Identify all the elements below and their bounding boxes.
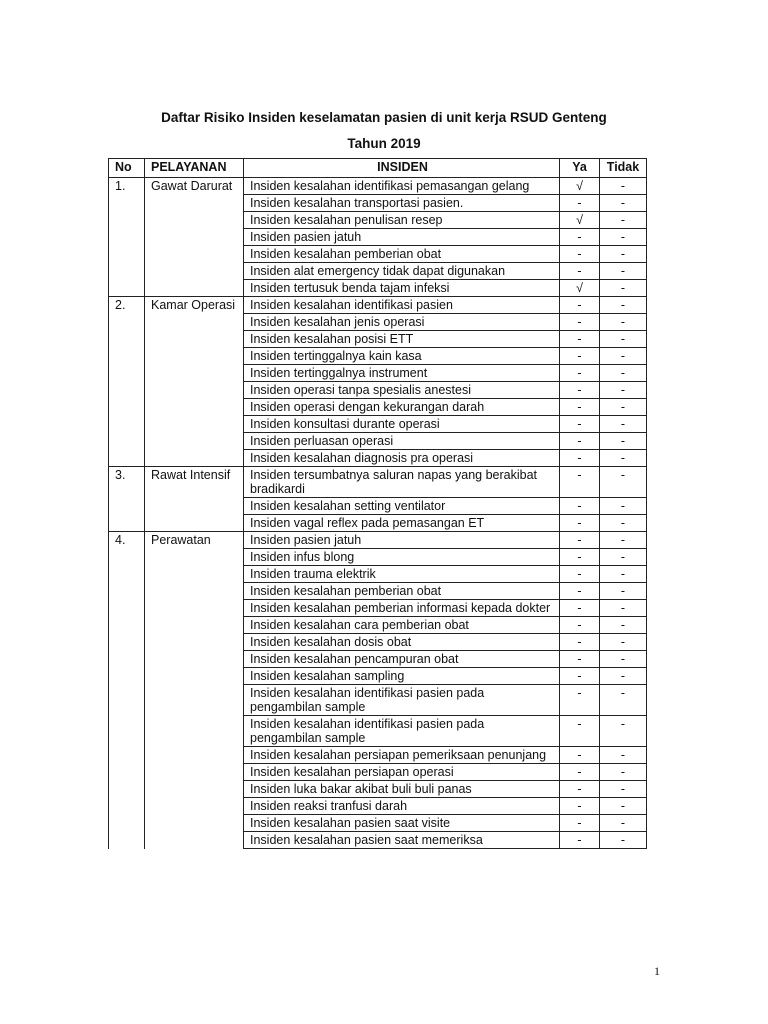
- cell-no: 4.: [109, 532, 145, 549]
- table-header-row: [109, 159, 647, 178]
- cell-pelayanan-empty: [145, 314, 244, 331]
- table-row: [109, 566, 647, 583]
- cell-pelayanan: Rawat Intensif: [145, 467, 244, 498]
- cell-ya: -: [560, 583, 600, 600]
- cell-ya: √: [560, 178, 600, 195]
- header-insiden: INSIDEN: [244, 159, 560, 178]
- cell-ya: -: [560, 314, 600, 331]
- cell-insiden: Insiden konsultasi durante operasi: [244, 416, 560, 433]
- table-row: [109, 668, 647, 685]
- cell-pelayanan-empty: [145, 246, 244, 263]
- cell-ya: -: [560, 433, 600, 450]
- table-body: [109, 178, 647, 849]
- cell-insiden: Insiden tertinggalnya instrument: [244, 365, 560, 382]
- table-row: [109, 212, 647, 229]
- cell-ya: -: [560, 515, 600, 532]
- cell-no-empty: [109, 263, 145, 280]
- cell-no-empty: [109, 764, 145, 781]
- cell-insiden: Insiden vagal reflex pada pemasangan ET: [244, 515, 560, 532]
- cell-ya: -: [560, 348, 600, 365]
- cell-no-empty: [109, 549, 145, 566]
- cell-insiden: Insiden kesalahan persiapan pemeriksaan penunjang: [244, 747, 560, 764]
- cell-no-empty: [109, 668, 145, 685]
- cell-tidak: -: [600, 651, 647, 668]
- cell-ya: -: [560, 331, 600, 348]
- cell-no-empty: [109, 651, 145, 668]
- table-row: [109, 600, 647, 617]
- cell-pelayanan-empty: [145, 331, 244, 348]
- table-row: [109, 498, 647, 515]
- cell-insiden: Insiden kesalahan posisi ETT: [244, 331, 560, 348]
- cell-ya: -: [560, 229, 600, 246]
- cell-tidak: -: [600, 399, 647, 416]
- cell-ya: -: [560, 685, 600, 716]
- table-row: [109, 297, 647, 314]
- table-row: [109, 195, 647, 212]
- cell-no-empty: [109, 617, 145, 634]
- cell-pelayanan-empty: [145, 832, 244, 849]
- cell-ya: -: [560, 195, 600, 212]
- document-title: Daftar Risiko Insiden keselamatan pasien di unit kerja RSUD Genteng: [161, 110, 607, 125]
- cell-tidak: -: [600, 798, 647, 815]
- cell-insiden: Insiden kesalahan pemberian obat: [244, 246, 560, 263]
- cell-insiden: Insiden kesalahan pemberian informasi kepada dokter: [244, 600, 560, 617]
- cell-no: 1.: [109, 178, 145, 195]
- cell-insiden: Insiden pasien jatuh: [244, 532, 560, 549]
- cell-insiden: Insiden kesalahan cara pemberian obat: [244, 617, 560, 634]
- cell-tidak: -: [600, 617, 647, 634]
- cell-insiden: Insiden kesalahan pasien saat visite: [244, 815, 560, 832]
- table-row: [109, 229, 647, 246]
- table-row: [109, 178, 647, 195]
- cell-tidak: -: [600, 348, 647, 365]
- cell-insiden: Insiden kesalahan identifikasi pasien pada pengambilan sample: [244, 716, 560, 747]
- cell-insiden: Insiden infus blong: [244, 549, 560, 566]
- cell-insiden: Insiden operasi dengan kekurangan darah: [244, 399, 560, 416]
- cell-no-empty: [109, 365, 145, 382]
- cell-tidak: -: [600, 416, 647, 433]
- cell-insiden: Insiden kesalahan identifikasi pemasangan gelang: [244, 178, 560, 195]
- cell-tidak: -: [600, 212, 647, 229]
- table-row: [109, 634, 647, 651]
- cell-ya: √: [560, 212, 600, 229]
- cell-no-empty: [109, 583, 145, 600]
- cell-pelayanan-empty: [145, 600, 244, 617]
- cell-pelayanan-empty: [145, 433, 244, 450]
- cell-pelayanan-empty: [145, 781, 244, 798]
- cell-insiden: Insiden tertinggalnya kain kasa: [244, 348, 560, 365]
- table-row: [109, 399, 647, 416]
- cell-no-empty: [109, 212, 145, 229]
- cell-insiden: Insiden tersumbatnya saluran napas yang berakibat bradikardi: [244, 467, 560, 498]
- table-row: [109, 832, 647, 849]
- cell-ya: -: [560, 532, 600, 549]
- cell-ya: -: [560, 246, 600, 263]
- cell-tidak: -: [600, 498, 647, 515]
- cell-pelayanan-empty: [145, 515, 244, 532]
- cell-pelayanan-empty: [145, 450, 244, 467]
- cell-tidak: -: [600, 280, 647, 297]
- cell-ya: -: [560, 365, 600, 382]
- table-row: [109, 263, 647, 280]
- cell-ya: -: [560, 467, 600, 498]
- cell-insiden: Insiden perluasan operasi: [244, 433, 560, 450]
- cell-ya: -: [560, 450, 600, 467]
- table-row: [109, 764, 647, 781]
- table-row: [109, 781, 647, 798]
- cell-tidak: -: [600, 716, 647, 747]
- cell-tidak: -: [600, 634, 647, 651]
- cell-no-empty: [109, 815, 145, 832]
- cell-pelayanan: Gawat Darurat: [145, 178, 244, 195]
- cell-no-empty: [109, 433, 145, 450]
- cell-no-empty: [109, 634, 145, 651]
- table-row: [109, 416, 647, 433]
- cell-pelayanan-empty: [145, 365, 244, 382]
- cell-insiden: Insiden pasien jatuh: [244, 229, 560, 246]
- cell-pelayanan-empty: [145, 498, 244, 515]
- cell-pelayanan-empty: [145, 212, 244, 229]
- cell-tidak: -: [600, 382, 647, 399]
- cell-ya: -: [560, 798, 600, 815]
- cell-no: 3.: [109, 467, 145, 498]
- cell-insiden: Insiden tertusuk benda tajam infeksi: [244, 280, 560, 297]
- cell-no-empty: [109, 716, 145, 747]
- cell-pelayanan-empty: [145, 668, 244, 685]
- cell-pelayanan-empty: [145, 399, 244, 416]
- cell-tidak: -: [600, 263, 647, 280]
- cell-ya: -: [560, 297, 600, 314]
- cell-tidak: -: [600, 747, 647, 764]
- cell-pelayanan-empty: [145, 634, 244, 651]
- cell-tidak: -: [600, 467, 647, 498]
- cell-pelayanan-empty: [145, 617, 244, 634]
- cell-pelayanan-empty: [145, 583, 244, 600]
- cell-no-empty: [109, 331, 145, 348]
- header-no: No: [109, 159, 145, 178]
- table-row: [109, 467, 647, 498]
- table-row: [109, 798, 647, 815]
- table-row: [109, 382, 647, 399]
- table-row: [109, 348, 647, 365]
- cell-ya: -: [560, 549, 600, 566]
- cell-no-empty: [109, 314, 145, 331]
- table-row: [109, 246, 647, 263]
- table-row: [109, 815, 647, 832]
- table-row: [109, 314, 647, 331]
- cell-insiden: Insiden kesalahan diagnosis pra operasi: [244, 450, 560, 467]
- cell-pelayanan-empty: [145, 685, 244, 716]
- cell-pelayanan-empty: [145, 416, 244, 433]
- cell-tidak: -: [600, 781, 647, 798]
- cell-tidak: -: [600, 832, 647, 849]
- table-row: [109, 515, 647, 532]
- cell-tidak: -: [600, 178, 647, 195]
- cell-pelayanan-empty: [145, 549, 244, 566]
- cell-tidak: -: [600, 450, 647, 467]
- cell-ya: -: [560, 399, 600, 416]
- cell-tidak: -: [600, 433, 647, 450]
- cell-insiden: Insiden trauma elektrik: [244, 566, 560, 583]
- header-tidak: Tidak: [600, 159, 647, 178]
- cell-ya: -: [560, 716, 600, 747]
- cell-insiden: Insiden kesalahan identifikasi pasien: [244, 297, 560, 314]
- cell-ya: √: [560, 280, 600, 297]
- cell-ya: -: [560, 668, 600, 685]
- cell-tidak: -: [600, 314, 647, 331]
- cell-tidak: -: [600, 246, 647, 263]
- table-row: [109, 365, 647, 382]
- table-row: [109, 331, 647, 348]
- cell-pelayanan-empty: [145, 651, 244, 668]
- cell-ya: -: [560, 416, 600, 433]
- table-row: [109, 532, 647, 549]
- cell-tidak: -: [600, 815, 647, 832]
- cell-tidak: -: [600, 297, 647, 314]
- table-row: [109, 549, 647, 566]
- table-row: [109, 280, 647, 297]
- cell-insiden: Insiden kesalahan identifikasi pasien pada pengambilan sample: [244, 685, 560, 716]
- cell-tidak: -: [600, 532, 647, 549]
- cell-ya: -: [560, 498, 600, 515]
- table-row: [109, 716, 647, 747]
- page-number: 1: [654, 964, 660, 978]
- cell-insiden: Insiden kesalahan persiapan operasi: [244, 764, 560, 781]
- table-row: [109, 617, 647, 634]
- table-row: [109, 685, 647, 716]
- cell-ya: -: [560, 747, 600, 764]
- cell-insiden: Insiden alat emergency tidak dapat digunakan: [244, 263, 560, 280]
- cell-pelayanan-empty: [145, 195, 244, 212]
- cell-insiden: Insiden kesalahan setting ventilator: [244, 498, 560, 515]
- cell-no-empty: [109, 382, 145, 399]
- cell-ya: -: [560, 781, 600, 798]
- table-row: [109, 747, 647, 764]
- cell-ya: -: [560, 815, 600, 832]
- cell-no-empty: [109, 246, 145, 263]
- cell-insiden: Insiden operasi tanpa spesialis anestesi: [244, 382, 560, 399]
- incident-risk-table: [108, 158, 647, 849]
- cell-tidak: -: [600, 331, 647, 348]
- cell-insiden: Insiden reaksi tranfusi darah: [244, 798, 560, 815]
- cell-no-empty: [109, 416, 145, 433]
- header-ya: Ya: [560, 159, 600, 178]
- cell-no-empty: [109, 747, 145, 764]
- cell-tidak: -: [600, 365, 647, 382]
- cell-insiden: Insiden kesalahan sampling: [244, 668, 560, 685]
- cell-insiden: Insiden kesalahan pasien saat memeriksa: [244, 832, 560, 849]
- cell-tidak: -: [600, 566, 647, 583]
- cell-pelayanan-empty: [145, 280, 244, 297]
- cell-no-empty: [109, 685, 145, 716]
- cell-insiden: Insiden kesalahan jenis operasi: [244, 314, 560, 331]
- cell-pelayanan-empty: [145, 798, 244, 815]
- table-row: [109, 433, 647, 450]
- cell-tidak: -: [600, 549, 647, 566]
- cell-insiden: Insiden kesalahan transportasi pasien.: [244, 195, 560, 212]
- cell-no: 2.: [109, 297, 145, 314]
- cell-insiden: Insiden kesalahan penulisan resep: [244, 212, 560, 229]
- cell-no-empty: [109, 348, 145, 365]
- cell-insiden: Insiden kesalahan pemberian obat: [244, 583, 560, 600]
- cell-ya: -: [560, 832, 600, 849]
- header-pelayanan: PELAYANAN: [145, 159, 244, 178]
- cell-tidak: -: [600, 229, 647, 246]
- cell-ya: -: [560, 651, 600, 668]
- cell-insiden: Insiden luka bakar akibat buli buli panas: [244, 781, 560, 798]
- cell-pelayanan: Kamar Operasi: [145, 297, 244, 314]
- cell-no-empty: [109, 515, 145, 532]
- cell-no-empty: [109, 498, 145, 515]
- table-row: [109, 651, 647, 668]
- table-row: [109, 583, 647, 600]
- cell-pelayanan-empty: [145, 229, 244, 246]
- cell-pelayanan-empty: [145, 716, 244, 747]
- cell-no-empty: [109, 399, 145, 416]
- cell-pelayanan-empty: [145, 263, 244, 280]
- cell-no-empty: [109, 566, 145, 583]
- cell-no-empty: [109, 195, 145, 212]
- cell-pelayanan-empty: [145, 764, 244, 781]
- cell-pelayanan-empty: [145, 747, 244, 764]
- cell-tidak: -: [600, 668, 647, 685]
- cell-insiden: Insiden kesalahan dosis obat: [244, 634, 560, 651]
- cell-tidak: -: [600, 583, 647, 600]
- cell-ya: -: [560, 600, 600, 617]
- cell-tidak: -: [600, 600, 647, 617]
- cell-tidak: -: [600, 685, 647, 716]
- cell-no-empty: [109, 450, 145, 467]
- cell-ya: -: [560, 764, 600, 781]
- cell-no-empty: [109, 600, 145, 617]
- table-row: [109, 450, 647, 467]
- cell-ya: -: [560, 566, 600, 583]
- cell-pelayanan-empty: [145, 815, 244, 832]
- cell-ya: -: [560, 634, 600, 651]
- cell-no-empty: [109, 229, 145, 246]
- cell-pelayanan: Perawatan: [145, 532, 244, 549]
- cell-no-empty: [109, 280, 145, 297]
- document-subtitle: Tahun 2019: [347, 136, 421, 151]
- cell-ya: -: [560, 382, 600, 399]
- cell-ya: -: [560, 263, 600, 280]
- cell-pelayanan-empty: [145, 348, 244, 365]
- cell-ya: -: [560, 617, 600, 634]
- cell-no-empty: [109, 832, 145, 849]
- cell-tidak: -: [600, 515, 647, 532]
- cell-no-empty: [109, 798, 145, 815]
- cell-no-empty: [109, 781, 145, 798]
- cell-insiden: Insiden kesalahan pencampuran obat: [244, 651, 560, 668]
- cell-tidak: -: [600, 195, 647, 212]
- cell-pelayanan-empty: [145, 382, 244, 399]
- cell-pelayanan-empty: [145, 566, 244, 583]
- cell-tidak: -: [600, 764, 647, 781]
